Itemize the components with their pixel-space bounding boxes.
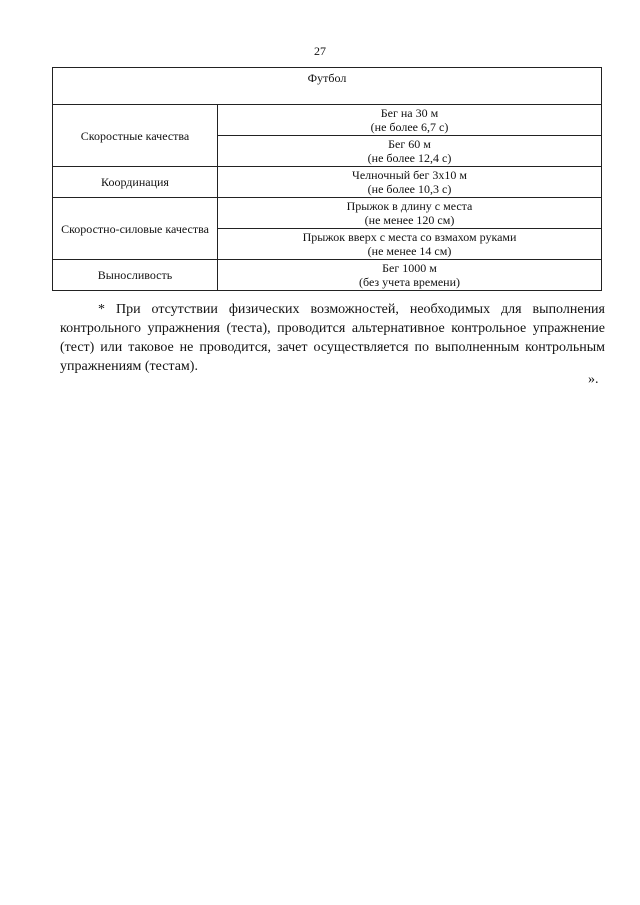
quality-cell: Скоростные качества <box>53 105 218 167</box>
exercise-norm: (не более 10,3 с) <box>367 182 452 196</box>
table-row <box>53 198 602 229</box>
exercise-norm: (не более 6,7 с) <box>370 120 449 134</box>
table-row <box>53 105 602 136</box>
quality-cell: Выносливость <box>53 260 218 291</box>
exercise-cell <box>218 229 602 260</box>
exercise-norm: (не менее 120 см) <box>364 213 455 227</box>
exercise-norm: (не менее 14 см) <box>367 244 452 258</box>
exercise-norm: (без учета времени) <box>359 275 460 289</box>
page-number: 27 <box>314 44 326 58</box>
footnote-paragraph: * При отсутствии физических возможностей, необходимых для выполнения контрольного упражнения (теста), проводится альтернативное контрольное упражнение (тест) или таковое не проводится, зачет осуществляется по выполненным контрольным упражнениям (тестам). <box>60 302 605 374</box>
exercise-cell <box>218 105 602 136</box>
table-row <box>53 167 602 198</box>
exercise-name: Бег 60 м <box>388 137 431 151</box>
exercise-cell <box>218 167 602 198</box>
exercise-name: Прыжок в длину с места <box>346 199 473 213</box>
exercise-norm: (не более 12,4 с) <box>367 151 452 165</box>
table-row <box>53 260 602 291</box>
quality-cell: Координация <box>53 167 218 198</box>
exercise-name: Бег на 30 м <box>380 106 439 120</box>
exercise-name: Челночный бег 3x10 м <box>352 168 467 182</box>
quality-label: Скоростно-силовые качества <box>61 221 209 236</box>
quality-cell <box>53 198 218 260</box>
sport-title: Футбол <box>53 68 602 105</box>
table-header-row <box>53 68 602 105</box>
exercise-cell <box>218 136 602 167</box>
exercise-cell <box>218 260 602 291</box>
exercise-cell <box>218 198 602 229</box>
exercise-name: Прыжок вверх с места со взмахом руками <box>302 230 517 244</box>
exercise-name: Бег 1000 м <box>382 261 437 275</box>
standards-table <box>52 67 602 291</box>
closing-quote-mark: ». <box>588 372 599 387</box>
